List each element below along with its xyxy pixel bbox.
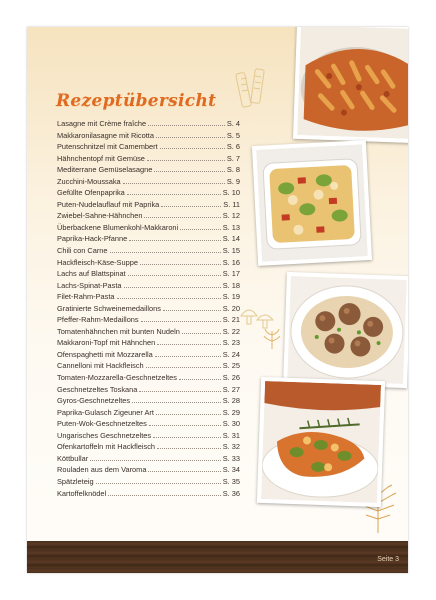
toc-leader-dots — [148, 471, 220, 472]
toc-entry — [57, 246, 240, 258]
toc-entry-page: S. 29 — [222, 407, 240, 417]
toc-entry-name: Paprika-Hack-Pfanne — [57, 234, 128, 244]
toc-entry-name: Lachs-Spinat-Pasta — [57, 280, 122, 290]
toc-leader-dots — [146, 367, 221, 368]
toc-leader-dots — [132, 402, 221, 403]
toc-leader-dots — [182, 333, 221, 334]
toc-entry-name: Makkaroni-Topf mit Hähnchen — [57, 338, 156, 348]
toc-entry — [57, 373, 240, 385]
toc-entry — [57, 258, 240, 270]
toc-entry-page: S. 15 — [222, 246, 240, 256]
toc-leader-dots — [96, 483, 221, 484]
toc-leader-dots — [149, 425, 221, 426]
page-number: Seite 3 — [377, 556, 399, 563]
toc-leader-dots — [123, 183, 225, 184]
toc-entry-name: Ofenspaghetti mit Mozzarella — [57, 349, 153, 359]
toc-entry-page: S. 19 — [222, 292, 240, 302]
toc-leader-dots — [139, 391, 220, 392]
toc-entry — [57, 131, 240, 143]
toc-entry — [57, 154, 240, 166]
toc-leader-dots — [117, 298, 221, 299]
toc-entry-page: S. 24 — [222, 349, 240, 359]
toc-entry-page: S. 8 — [226, 165, 240, 175]
toc-entry — [57, 165, 240, 177]
toc-entry-page: S. 27 — [222, 384, 240, 394]
toc-leader-dots — [179, 379, 221, 380]
toc-entry-name: Makkaronilasagne mit Ricotta — [57, 130, 154, 140]
toc-entry-page: S. 6 — [226, 142, 240, 152]
toc-entry — [57, 477, 240, 489]
toc-entry — [57, 431, 240, 443]
toc-leader-dots — [148, 125, 225, 126]
toc-entry-name: Gratinierte Schweinemedaillons — [57, 303, 161, 313]
toc-leader-dots — [147, 160, 225, 161]
wood-footer-band — [27, 541, 408, 573]
toc-entry-page: S. 10 — [222, 188, 240, 198]
toc-leader-dots — [140, 264, 221, 265]
toc-leader-dots — [129, 240, 220, 241]
toc-leader-dots — [127, 194, 221, 195]
toc-entry-name: Putenschnitzel mit Camembert — [57, 142, 158, 152]
toc-entry-page: S. 21 — [222, 315, 240, 325]
toc-leader-dots — [157, 448, 221, 449]
toc-entry — [57, 177, 240, 189]
toc-entry-name: Chili con Carne — [57, 246, 108, 256]
toc-entry — [57, 350, 240, 362]
toc-entry-page: S. 16 — [222, 257, 240, 267]
toc-entry-page: S. 22 — [222, 326, 240, 336]
toc-leader-dots — [180, 229, 221, 230]
toc-leader-dots — [128, 275, 221, 276]
toc-entry-name: Zwiebel-Sahne-Hähnchen — [57, 211, 143, 221]
toc-entry — [57, 119, 240, 131]
toc-entry-page: S. 9 — [226, 176, 240, 186]
toc-entry-page: S. 26 — [222, 373, 240, 383]
recipe-photo-zucchini-moussaka — [257, 377, 385, 507]
toc-leader-dots — [156, 137, 225, 138]
toc-entry-name: Lachs auf Blattspinat — [57, 269, 126, 279]
toc-entry — [57, 454, 240, 466]
toc-entry-name: Gefüllte Ofenpaprika — [57, 188, 125, 198]
toc-entry-name: Rouladen aus dem Varoma — [57, 465, 147, 475]
toc-entry — [57, 442, 240, 454]
toc-entry — [57, 200, 240, 212]
toc-entry — [57, 489, 240, 501]
toc-entry-name: Puten-Nudelauflauf mit Paprika — [57, 199, 160, 209]
toc-entry-name: Puten-Wok-Geschnetzeltes — [57, 419, 147, 429]
toc-leader-dots — [156, 414, 221, 415]
toc-entry-page: S. 36 — [222, 488, 240, 498]
toc-entry-name: Köttbullar — [57, 453, 89, 463]
toc-entry-page: S. 11 — [223, 199, 240, 209]
toc-entry-name: Hähnchentopf mit Gemüse — [57, 153, 145, 163]
toc-entry-name: Lasagne mit Crème fraîche — [57, 119, 147, 128]
toc-entry — [57, 419, 240, 431]
toc-entry — [57, 223, 240, 235]
recipe-table-of-contents — [57, 119, 240, 500]
toc-entry-page: S. 5 — [226, 130, 240, 140]
herb-sketch-icon — [260, 327, 284, 351]
page-title: Rezeptübersicht — [56, 91, 217, 111]
toc-entry — [57, 327, 240, 339]
toc-entry — [57, 408, 240, 420]
toc-leader-dots — [153, 437, 221, 438]
toc-entry-page: S. 33 — [222, 453, 240, 463]
toc-leader-dots — [155, 356, 221, 357]
toc-entry-name: Spätzleteig — [57, 476, 94, 486]
toc-leader-dots — [124, 287, 221, 288]
toc-entry-page: S. 25 — [222, 361, 240, 371]
toc-entry-page: S. 31 — [222, 430, 240, 440]
toc-leader-dots — [160, 148, 225, 149]
toc-entry-name: Zucchini-Moussaka — [57, 176, 121, 186]
toc-entry-name: Gyros-Geschnetzeltes — [57, 396, 131, 406]
toc-entry-page: S. 18 — [222, 280, 240, 290]
toc-entry-page: S. 34 — [222, 465, 240, 475]
toc-entry-name: Ungarisches Geschnetzeltes — [57, 430, 152, 440]
toc-entry-name: Filet-Rahm-Pasta — [57, 292, 115, 302]
toc-entry-page: S. 35 — [222, 476, 240, 486]
toc-leader-dots — [110, 252, 221, 253]
toc-leader-dots — [90, 460, 221, 461]
toc-entry — [57, 315, 240, 327]
toc-entry — [57, 142, 240, 154]
toc-entry — [57, 281, 240, 293]
toc-leader-dots — [108, 495, 221, 496]
toc-entry — [57, 234, 240, 246]
toc-entry-page: S. 30 — [222, 419, 240, 429]
recipe-photo-meatballs — [283, 272, 408, 388]
toc-entry — [57, 188, 240, 200]
toc-entry — [57, 304, 240, 316]
toc-leader-dots — [161, 206, 221, 207]
toc-entry — [57, 396, 240, 408]
toc-entry-name: Mediterrane Gemüselasagne — [57, 165, 153, 175]
toc-entry-name: Geschnetzeltes Toskana — [57, 384, 138, 394]
toc-entry-name: Paprika-Gulasch Zigeuner Art — [57, 407, 154, 417]
toc-entry-name: Cannelloni mit Hackfleisch — [57, 361, 144, 371]
toc-entry-name: Kartoffelknödel — [57, 488, 107, 498]
toc-entry — [57, 292, 240, 304]
toc-entry-page: S. 7 — [226, 153, 240, 163]
toc-entry-name: Überbackene Blumenkohl-Makkaroni — [57, 222, 179, 232]
toc-entry-page: S. 20 — [222, 303, 240, 313]
toc-entry-page: S. 28 — [222, 396, 240, 406]
toc-entry-page: S. 4 — [226, 119, 240, 128]
toc-entry-name: Hackfleisch-Käse-Suppe — [57, 257, 138, 267]
toc-entry — [57, 338, 240, 350]
recipe-photo-chicken-vegetable-casserole — [252, 140, 372, 266]
toc-entry-name: Ofenkartoffeln mit Hackfleisch — [57, 442, 156, 452]
toc-leader-dots — [144, 217, 220, 218]
toc-entry-page: S. 14 — [222, 234, 240, 244]
toc-leader-dots — [163, 310, 221, 311]
toc-leader-dots — [157, 344, 221, 345]
toc-entry-page: S. 12 — [222, 211, 240, 221]
recipe-photo-pasta-bake — [293, 27, 408, 143]
document-page — [27, 27, 408, 573]
toc-leader-dots — [141, 321, 221, 322]
toc-entry-page: S. 23 — [222, 338, 240, 348]
toc-entry-page: S. 13 — [222, 222, 240, 232]
toc-entry-name: Tomaten-Mozzarella-Geschnetzeltes — [57, 373, 177, 383]
toc-entry — [57, 269, 240, 281]
toc-leader-dots — [154, 171, 225, 172]
toc-entry — [57, 385, 240, 397]
toc-entry — [57, 465, 240, 477]
toc-entry — [57, 211, 240, 223]
toc-entry-page: S. 17 — [222, 269, 240, 279]
pasta-sketch-icon — [235, 67, 275, 113]
toc-entry-page: S. 32 — [222, 442, 240, 452]
toc-entry-name: Tomatenhähnchen mit bunten Nudeln — [57, 326, 180, 336]
toc-entry — [57, 361, 240, 373]
toc-entry-name: Pfeffer-Rahm-Medaillons — [57, 315, 139, 325]
